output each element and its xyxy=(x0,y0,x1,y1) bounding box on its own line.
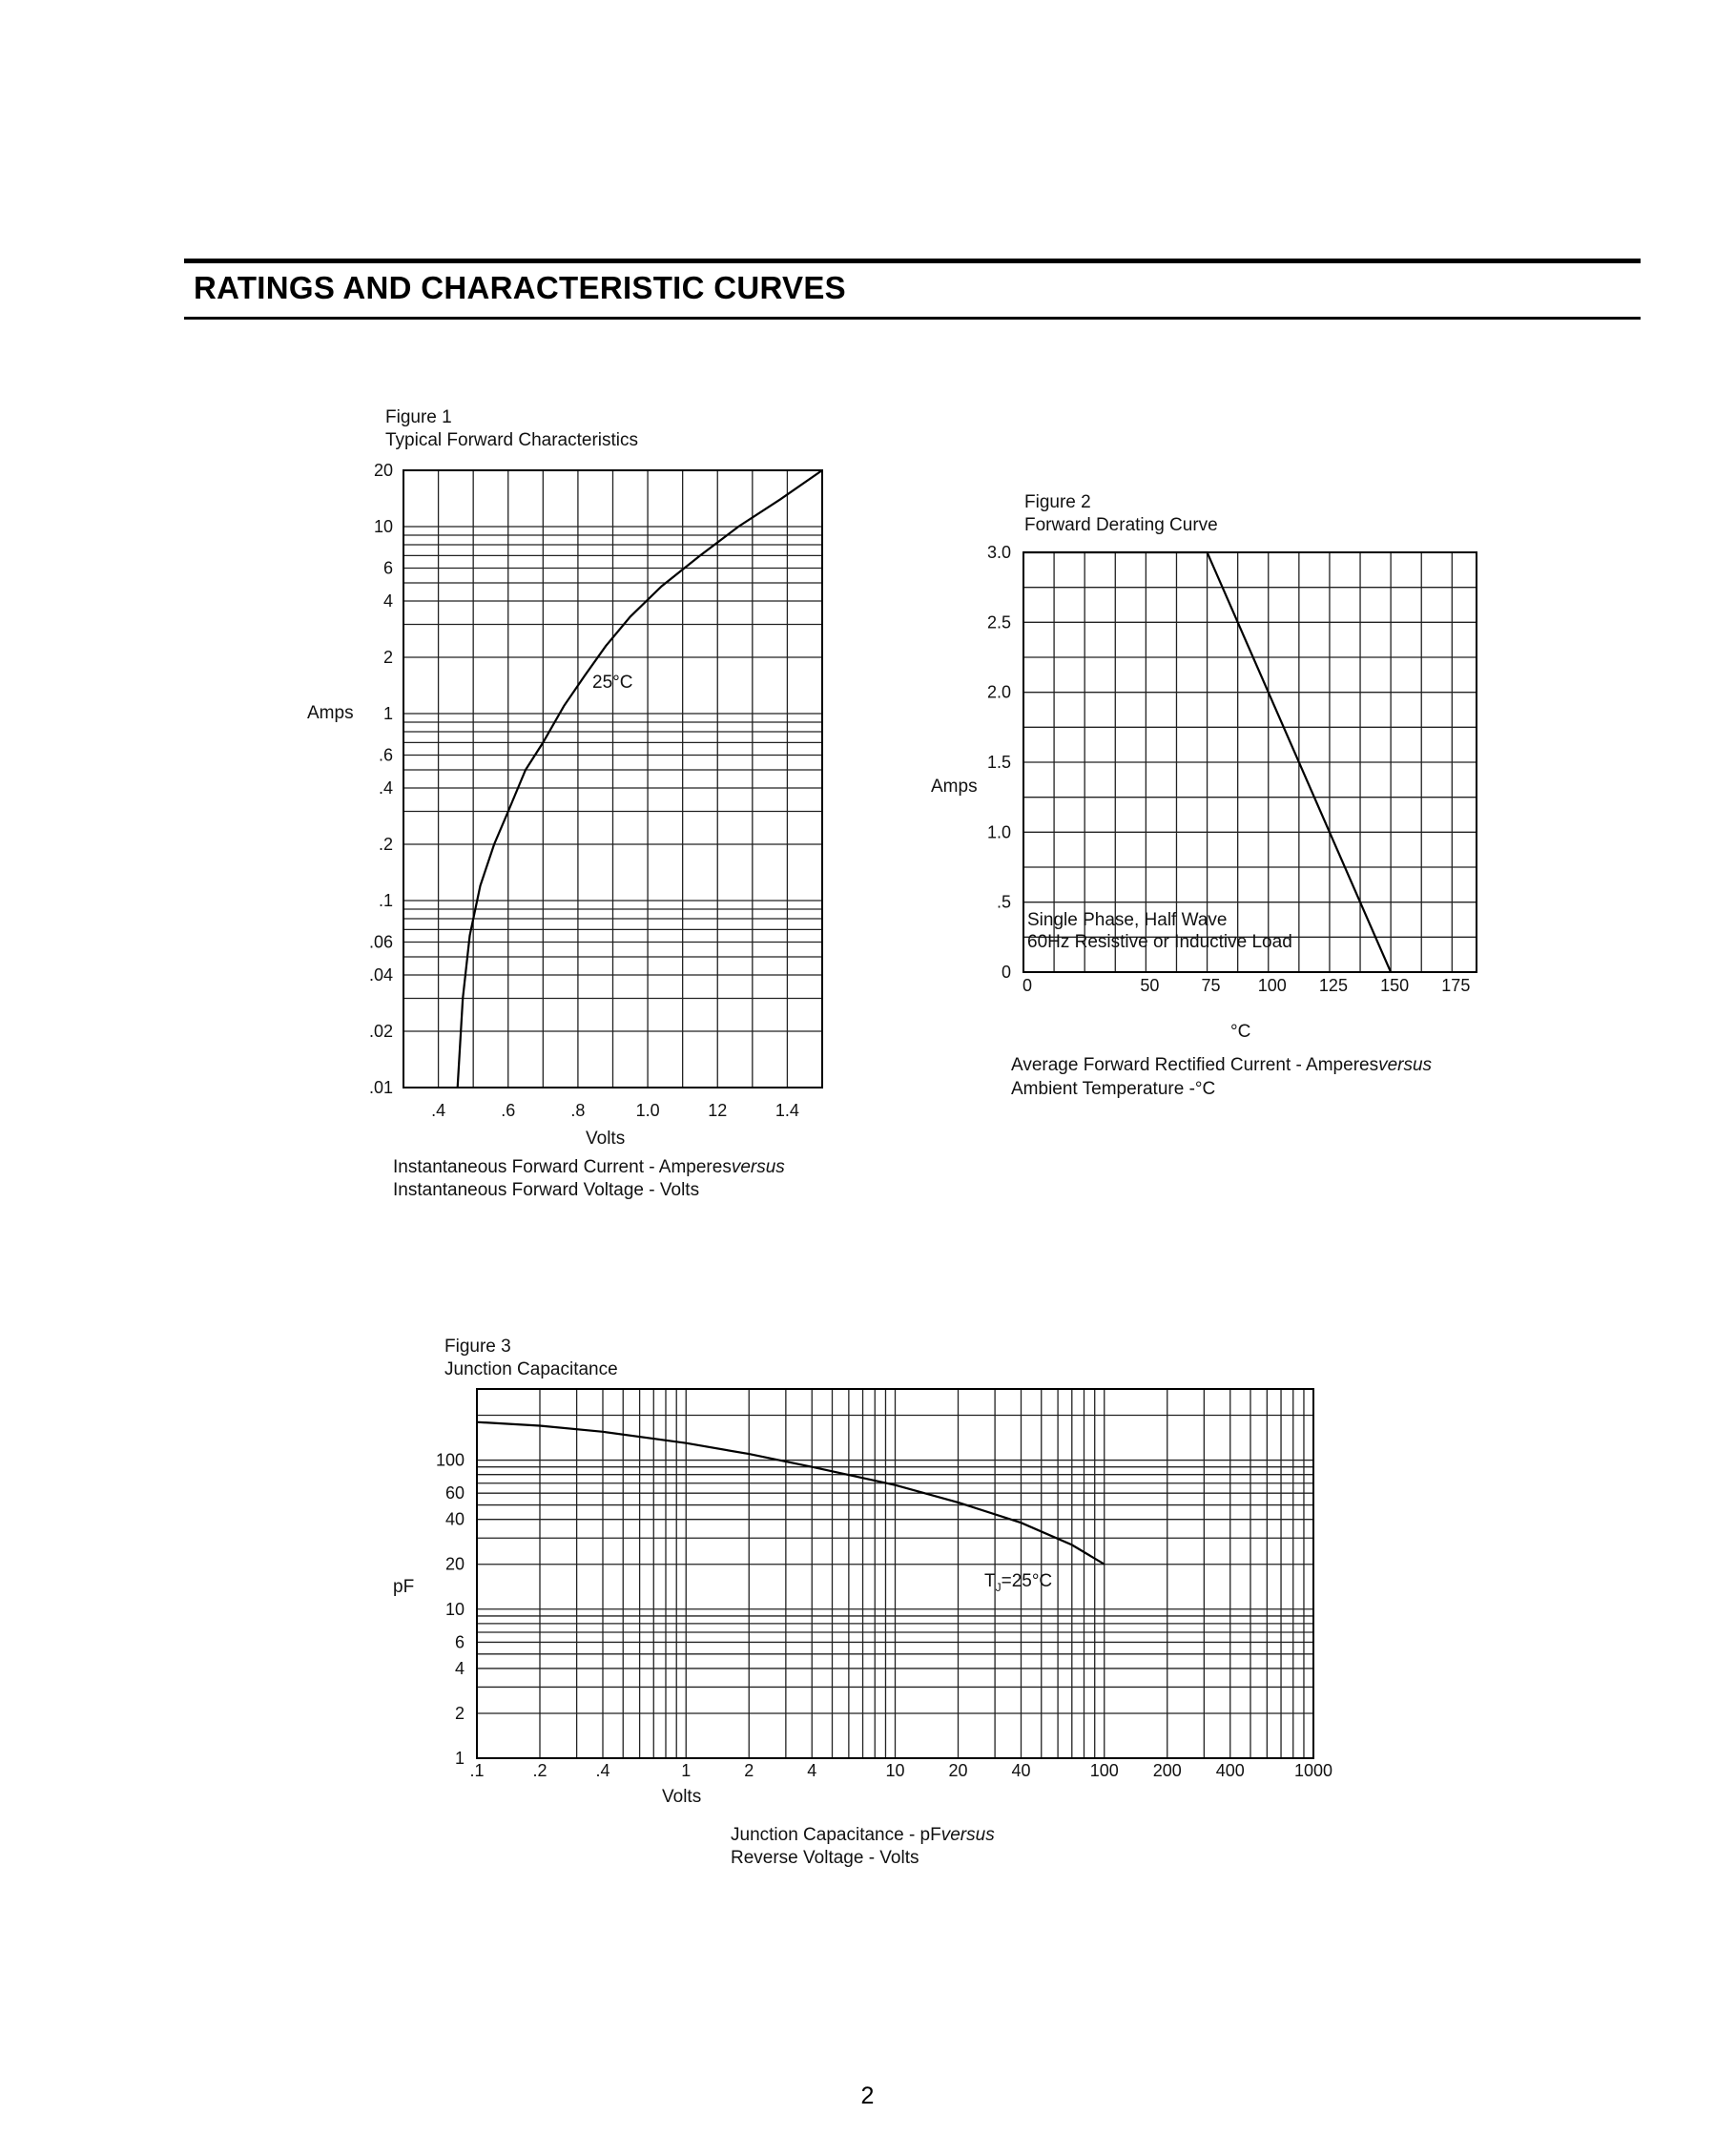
y-tick-label: 100 xyxy=(435,1450,465,1470)
x-tick-label: .2 xyxy=(532,1761,547,1780)
x-tick-label: 2 xyxy=(744,1761,754,1780)
figure-2-ylabel: Amps xyxy=(931,777,978,797)
figure-2-xlabel: °C xyxy=(1230,1022,1251,1042)
x-tick-label: 1.0 xyxy=(635,1101,660,1120)
x-tick-label: .4 xyxy=(595,1761,610,1780)
y-tick-label: 2 xyxy=(382,647,393,667)
figure-2-label: Figure 2 xyxy=(1024,492,1091,512)
y-tick-label: 10 xyxy=(373,517,393,537)
figure-3-caption-line1: Junction Capacitance - pFversus xyxy=(731,1825,995,1845)
x-tick-label: 400 xyxy=(1215,1761,1245,1780)
x-tick-label: .6 xyxy=(501,1101,516,1120)
y-tick-label: 6 xyxy=(454,1632,465,1652)
figure-3-ylabel: pF xyxy=(393,1577,415,1597)
y-tick-label: 0 xyxy=(1001,963,1011,982)
y-tick-label: 10 xyxy=(444,1599,465,1619)
x-tick-label: 200 xyxy=(1152,1761,1182,1780)
figure-2-caption-line2: Ambient Temperature -°C xyxy=(1011,1079,1216,1099)
x-tick-label: 10 xyxy=(885,1761,905,1780)
figure-1-caption-line1: Instantaneous Forward Current - Amperesversus xyxy=(393,1157,785,1177)
x-tick-label: .4 xyxy=(431,1101,446,1120)
x-tick-label: 150 xyxy=(1380,976,1410,995)
figure-2-annotation-line2: 60Hz Resistive or Inductive Load xyxy=(1027,932,1292,952)
x-tick-label: 100 xyxy=(1089,1761,1119,1780)
y-tick-label: 20 xyxy=(444,1554,465,1574)
x-tick-label: 50 xyxy=(1140,976,1160,995)
x-tick-label: 1000 xyxy=(1293,1761,1333,1780)
y-tick-label: 6 xyxy=(382,558,393,578)
y-tick-label: .1 xyxy=(378,891,393,911)
figure-3-grid xyxy=(477,1389,1313,1758)
x-tick-label: 125 xyxy=(1318,976,1348,995)
y-tick-label: .06 xyxy=(368,932,393,952)
x-tick-label: 1 xyxy=(681,1761,692,1780)
figure-3-curve-annotation: $T_J=25^\circ C$ xyxy=(984,1571,1053,1594)
figure-2-annotation-line1: Single Phase, Half Wave xyxy=(1027,910,1228,930)
y-tick-label: 1 xyxy=(382,704,393,724)
x-tick-label: 175 xyxy=(1441,976,1471,995)
figure-1-title: Typical Forward Characteristics xyxy=(385,430,639,450)
y-tick-label: 2.5 xyxy=(986,612,1011,632)
y-tick-label: 20 xyxy=(373,461,393,480)
figure-1-ylabel: Amps xyxy=(307,703,354,723)
y-tick-label: 60 xyxy=(444,1483,465,1503)
x-tick-label: .1 xyxy=(469,1761,485,1780)
y-tick-label: .02 xyxy=(368,1021,393,1041)
y-tick-label: 4 xyxy=(454,1658,465,1678)
y-tick-label: .2 xyxy=(378,834,393,854)
y-tick-label: .04 xyxy=(368,964,393,985)
x-tick-label: 12 xyxy=(708,1101,728,1120)
y-tick-label: 1.0 xyxy=(986,822,1011,842)
x-tick-label: 1.4 xyxy=(775,1101,799,1120)
x-tick-label: 100 xyxy=(1257,976,1287,995)
y-tick-label: 1 xyxy=(454,1749,465,1768)
y-tick-label: 4 xyxy=(382,591,393,611)
figure-1-xlabel: Volts xyxy=(586,1129,626,1149)
figure-2-caption-line1: Average Forward Rectified Current - Amperesversus xyxy=(1011,1055,1433,1075)
y-tick-label: 1.5 xyxy=(986,753,1011,772)
figure-3-title: Junction Capacitance xyxy=(444,1359,618,1379)
x-tick-label: 4 xyxy=(807,1761,817,1780)
x-tick-label: 40 xyxy=(1011,1761,1031,1780)
figure-2-title: Forward Derating Curve xyxy=(1024,515,1218,535)
y-tick-label: 2 xyxy=(454,1703,465,1723)
page-number: 2 xyxy=(860,2083,875,2109)
figure-3-caption-line2: Reverse Voltage - Volts xyxy=(731,1848,919,1868)
y-tick-label: .6 xyxy=(378,745,393,765)
figure-1-label: Figure 1 xyxy=(385,407,452,427)
figure-1-caption-line2: Instantaneous Forward Voltage - Volts xyxy=(393,1180,700,1200)
y-tick-label: .01 xyxy=(368,1078,393,1097)
y-tick-label: 2.0 xyxy=(986,682,1011,702)
x-tick-label: 0 xyxy=(1022,976,1033,995)
page-title: RATINGS AND CHARACTERISTIC CURVES xyxy=(194,270,846,305)
y-tick-label: 40 xyxy=(444,1509,465,1529)
figure-3-xlabel: Volts xyxy=(662,1787,702,1807)
figure-1-curve-annotation: 25°C xyxy=(592,673,633,693)
figure-3-label: Figure 3 xyxy=(444,1337,511,1357)
x-tick-label: 75 xyxy=(1201,976,1221,995)
y-tick-label: .5 xyxy=(996,892,1011,912)
y-tick-label: .4 xyxy=(378,777,393,798)
x-tick-label: 20 xyxy=(948,1761,968,1780)
y-tick-label: 3.0 xyxy=(986,543,1011,562)
x-tick-label: .8 xyxy=(570,1101,586,1120)
